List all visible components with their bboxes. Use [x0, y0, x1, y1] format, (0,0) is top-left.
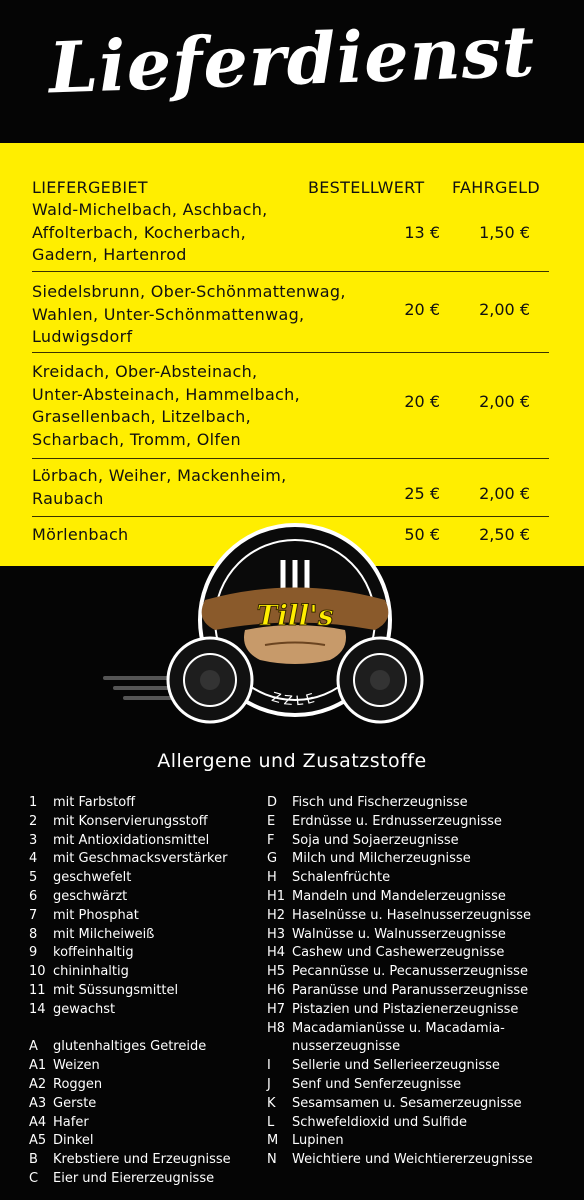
area-line: Wald-Michelbach, Aschbach, — [32, 200, 268, 219]
allergen-item: K Sesamsamen u. Sesamerzeugnisse — [267, 1095, 522, 1111]
additive-item: 10 chininhaltig — [29, 964, 129, 980]
additive-item: 6 geschwärzt — [29, 888, 128, 904]
allergen-item: nusserzeugnisse — [292, 1039, 401, 1055]
allergen-item: D Fisch und Fischerzeugnisse — [267, 795, 468, 810]
allergen-item: J Senf und Senferzeugnisse — [267, 1076, 462, 1092]
allergen-item: I Sellerie und Sellerieerzeugnisse — [267, 1058, 500, 1074]
allergen-item: F Soja und Sojaerzeugnisse — [267, 832, 459, 848]
allergen-item: G Milch und Milcherzeugnisse — [267, 851, 471, 867]
min-order-value: 50 € — [404, 525, 440, 544]
header-min-order: BESTELLWERT — [308, 178, 425, 197]
fee-value: 2,00 € — [479, 484, 530, 503]
min-order-value: 20 € — [404, 392, 440, 411]
row-divider — [32, 352, 549, 353]
area-line: Mörlenbach — [32, 525, 129, 544]
allergens-right-column — [267, 795, 567, 1171]
header-area: LIEFERGEBIET — [32, 178, 148, 197]
allergen-item: H3 Walnüsse u. Walnusserzeugnisse — [267, 926, 506, 942]
min-order-value: 20 € — [404, 300, 440, 319]
area-line: Scharbach, Tromm, Olfen — [32, 429, 241, 449]
area-line: Lörbach, Weiher, Mackenheim, — [32, 466, 287, 485]
delivery-area — [32, 361, 392, 451]
additive-item: 14 gewachst — [29, 1001, 116, 1017]
additive-item: 9 koffeinhaltig — [29, 945, 134, 961]
additive-item: 7 mit Phosphat — [29, 907, 139, 923]
additive-item: 1 mit Farbstoff — [29, 795, 136, 810]
area-line: Grasellenbach, Litzelbach, — [32, 407, 252, 426]
allergen-item: B Krebstiere und Erzeugnisse — [29, 1152, 231, 1168]
additive-item: 8 mit Milcheiweiß — [29, 926, 155, 942]
delivery-area — [32, 465, 392, 510]
allergen-item: H2 Haselnüsse u. Haselnusserzeugnisse — [267, 907, 531, 923]
row-divider — [32, 458, 549, 459]
allergen-item: H6 Paranüsse und Paranusserzeugnisse — [267, 982, 529, 998]
delivery-area — [32, 281, 392, 349]
allergen-item: C Eier und Eiererzeugnisse — [29, 1170, 215, 1186]
additive-item: 2 mit Konservierungsstoff — [29, 813, 208, 829]
area-line: Kreidach, Ober-Absteinach, — [32, 362, 258, 381]
fee-value: 2,00 € — [479, 300, 530, 319]
allergen-item: H Schalenfrüchte — [267, 870, 391, 886]
additive-item: 5 geschwefelt — [29, 870, 132, 886]
allergen-item: H7 Pistazien und Pistazienerzeugnisse — [267, 1001, 519, 1017]
allergen-item: A2 Roggen — [29, 1076, 103, 1092]
allergen-item: H8 Macadamianüsse u. Macadamia- — [267, 1020, 505, 1036]
allergen-item: H1 Mandeln und Mandelerzeugnisse — [267, 888, 506, 904]
fee-value: 2,50 € — [479, 525, 530, 544]
page-title: Lieferdienst — [47, 9, 537, 110]
allergens-left-column — [29, 795, 264, 1190]
area-line: Gadern, Hartenrod — [32, 245, 187, 264]
area-line: Siedelsbrunn, Ober-Schönmattenwag, — [32, 282, 346, 301]
header-fee: FAHRGELD — [452, 178, 540, 197]
header — [0, 0, 584, 143]
logo-bottom-text: ZZLE — [269, 690, 321, 710]
allergen-item: L Schwefeldioxid und Sulfide — [267, 1114, 467, 1130]
logo-top-text — [258, 520, 332, 521]
area-line: Unter-Absteinach, Hammelbach, — [32, 384, 300, 404]
allergen-item: A4 Hafer — [29, 1114, 89, 1130]
additive-item: 4 mit Geschmacksverstärker — [29, 851, 228, 867]
wheel-right-icon — [338, 638, 422, 722]
min-order-value: 13 € — [404, 223, 440, 242]
logo-brand: Till's — [256, 599, 334, 632]
allergen-item: E Erdnüsse u. Erdnusserzeugnisse — [267, 813, 502, 829]
fee-value: 2,00 € — [479, 392, 530, 411]
area-line: Wahlen, Unter-Schönmattenwag, — [32, 304, 305, 324]
spacer — [29, 1021, 264, 1040]
additive-item: 3 mit Antioxidationsmittel — [29, 832, 210, 848]
wheel-left-icon — [168, 638, 252, 722]
area-line: Affolterbach, Kocherbach, — [32, 222, 246, 242]
area-line: Raubach — [32, 488, 104, 508]
allergen-item: A5 Dinkel — [29, 1133, 94, 1149]
allergen-item: A3 Gerste — [29, 1095, 97, 1111]
min-order-value: 25 € — [404, 484, 440, 503]
allergen-item: A glutenhaltiges Getreide — [29, 1039, 207, 1055]
allergens-title: Allergene und Zusatzstoffe — [157, 750, 427, 772]
additive-item: 11 mit Süssungsmittel — [29, 982, 179, 998]
logo — [95, 520, 495, 730]
area-line: Ludwigsdorf — [32, 327, 133, 346]
allergen-item: H4 Cashew und Cashewerzeugnisse — [267, 945, 505, 961]
row-divider — [32, 271, 549, 272]
fee-value: 1,50 € — [479, 223, 530, 242]
row-divider — [32, 516, 549, 517]
allergen-item: N Weichtiere und Weichtiererzeugnisse — [267, 1152, 533, 1168]
speed-lines-icon — [105, 678, 170, 698]
allergen-item: A1 Weizen — [29, 1058, 100, 1074]
delivery-area — [32, 199, 392, 267]
allergen-item: M Lupinen — [267, 1133, 344, 1149]
allergen-item: H5 Pecannüsse u. Pecanusserzeugnisse — [267, 964, 528, 980]
